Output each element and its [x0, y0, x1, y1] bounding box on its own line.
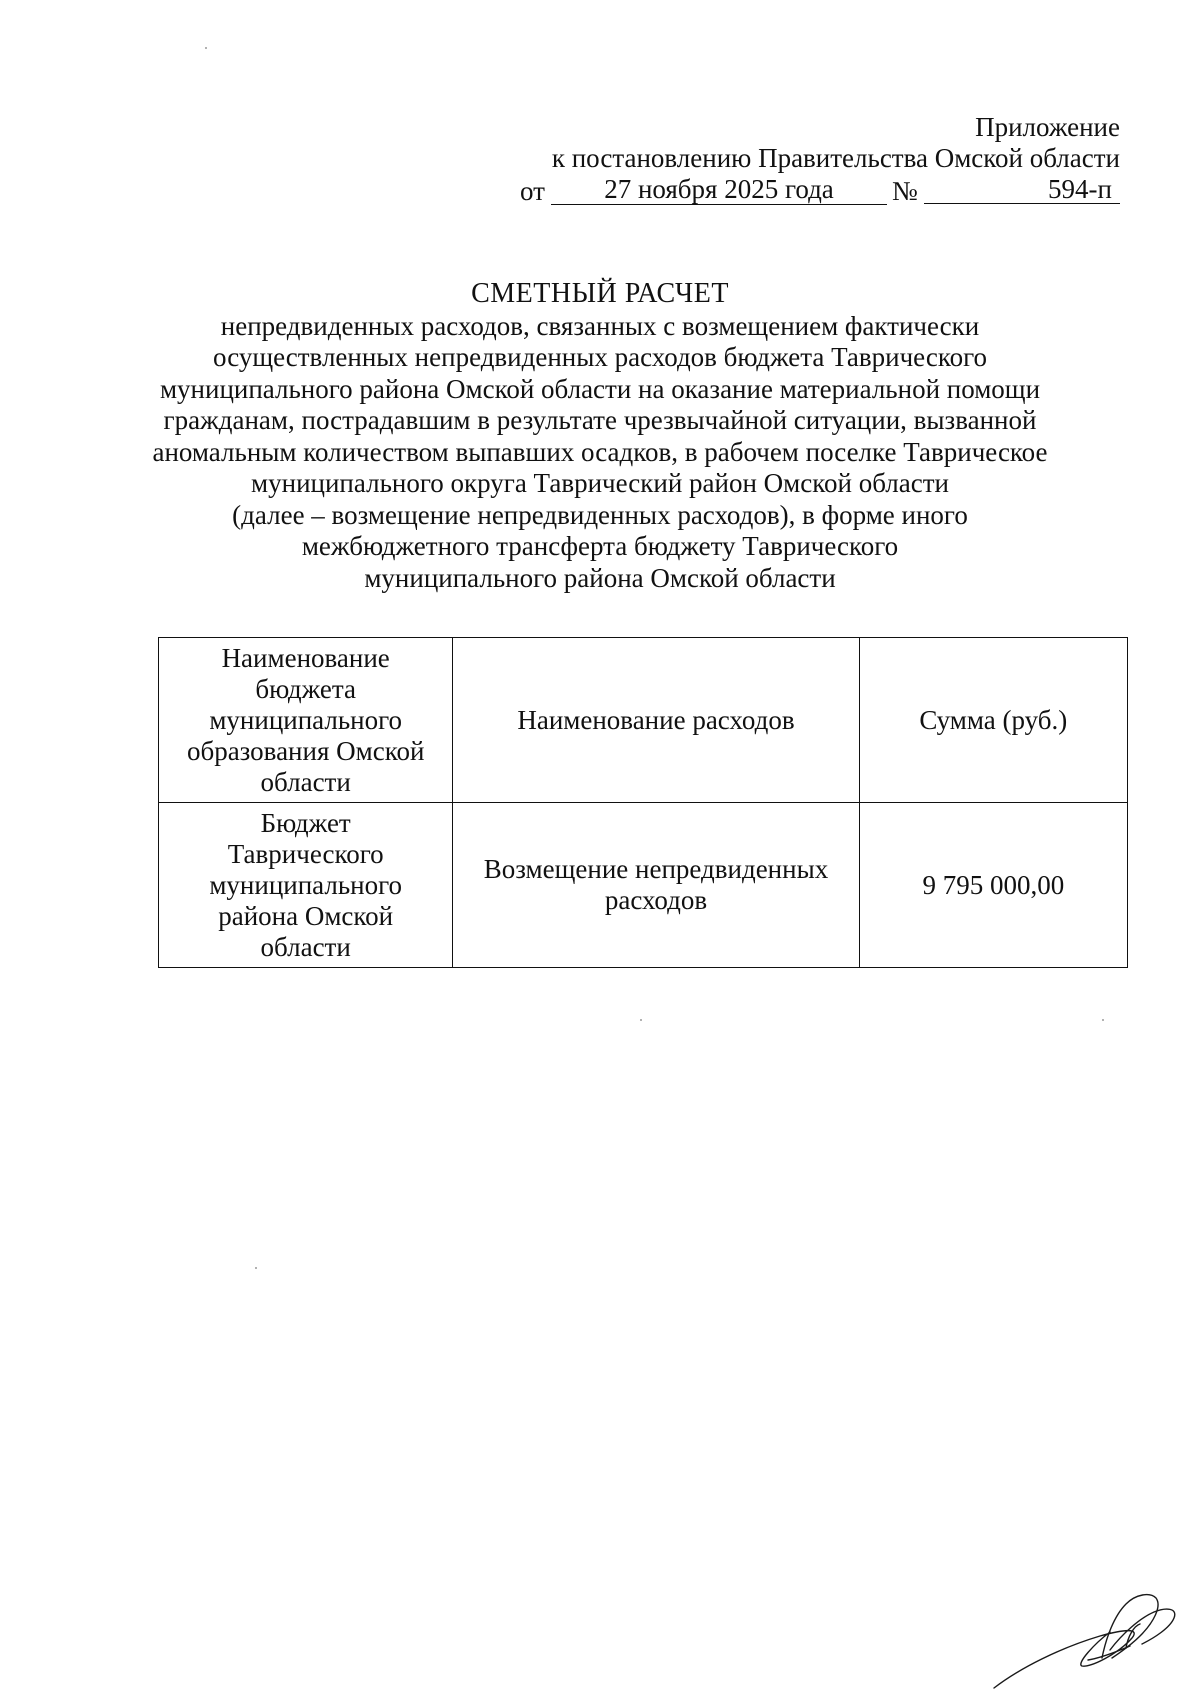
resolution-number: 594-п: [924, 174, 1120, 204]
header-budget-name-line: Наименование: [221, 642, 390, 673]
header-amount: Сумма (руб.): [859, 638, 1127, 803]
handwritten-signature: [990, 1588, 1190, 1693]
scan-speck: [640, 1019, 642, 1021]
document-subtitle-line: гражданам, пострадавшим в результате чрезвычайной ситуации, вызванной: [163, 405, 1037, 435]
header-budget-name-line: области: [260, 766, 351, 797]
document-subtitle-line: осуществленных непредвиденных расходов бюджета Таврического: [213, 342, 987, 372]
cell-amount: 9 795 000,00: [859, 803, 1127, 968]
appendix-reference: к постановлению Правительства Омской области: [551, 143, 1120, 173]
document-subtitle-line: муниципального округа Таврический район Омской области: [251, 468, 949, 498]
document-subtitle-line: аномальным количеством выпавших осадков, в рабочем поселке Таврическое: [152, 436, 1048, 467]
table-header-row: [159, 638, 1128, 803]
scan-speck: [205, 47, 207, 49]
cell-budget-name-line: муниципального: [209, 869, 403, 900]
appendix-header: [500, 112, 1120, 174]
date-prefix: от: [520, 176, 545, 206]
appendix-label: Приложение: [975, 112, 1120, 142]
table-row: [159, 803, 1128, 968]
resolution-date-number-row: [520, 174, 1120, 208]
document-title: СМЕТНЫЙ РАСЧЕТ: [471, 278, 729, 309]
cell-budget-name-line: района Омской: [218, 900, 394, 931]
document-title-block: [140, 278, 1060, 594]
scan-speck: [255, 1267, 257, 1269]
number-prefix: №: [892, 176, 918, 206]
document-subtitle-line: муниципального района Омской области: [364, 562, 836, 593]
header-budget-name-line: бюджета: [255, 673, 357, 704]
header-expense-name: Наименование расходов: [453, 638, 859, 803]
cell-budget-name-line: Бюджет: [260, 807, 351, 838]
document-subtitle-line: муниципального района Омской области на оказание материальной помощи: [159, 373, 1041, 404]
scan-speck: [1102, 1019, 1104, 1021]
cell-budget-name-line: Таврического: [227, 838, 384, 869]
document-subtitle-line: (далее – возмещение непредвиденных расходов), в форме иного: [232, 499, 968, 530]
header-budget-name: [159, 638, 453, 803]
cell-expense-name-line: Возмещение непредвиденных: [483, 854, 829, 884]
cell-expense-name-line: расходов: [604, 885, 708, 915]
document-subtitle-line: межбюджетного трансферта бюджету Таврического: [301, 531, 899, 561]
header-budget-name-line: муниципального: [209, 704, 403, 735]
header-budget-name-line: образования Омской: [186, 735, 425, 766]
cell-budget-name: [159, 803, 453, 968]
document-subtitle-line: непредвиденных расходов, связанных с возмещением фактически: [220, 310, 980, 341]
cell-expense-name: [453, 803, 859, 968]
estimate-table: [158, 637, 1128, 968]
cell-budget-name-line: области: [260, 931, 351, 962]
resolution-date: 27 ноября 2025 года: [551, 174, 887, 205]
